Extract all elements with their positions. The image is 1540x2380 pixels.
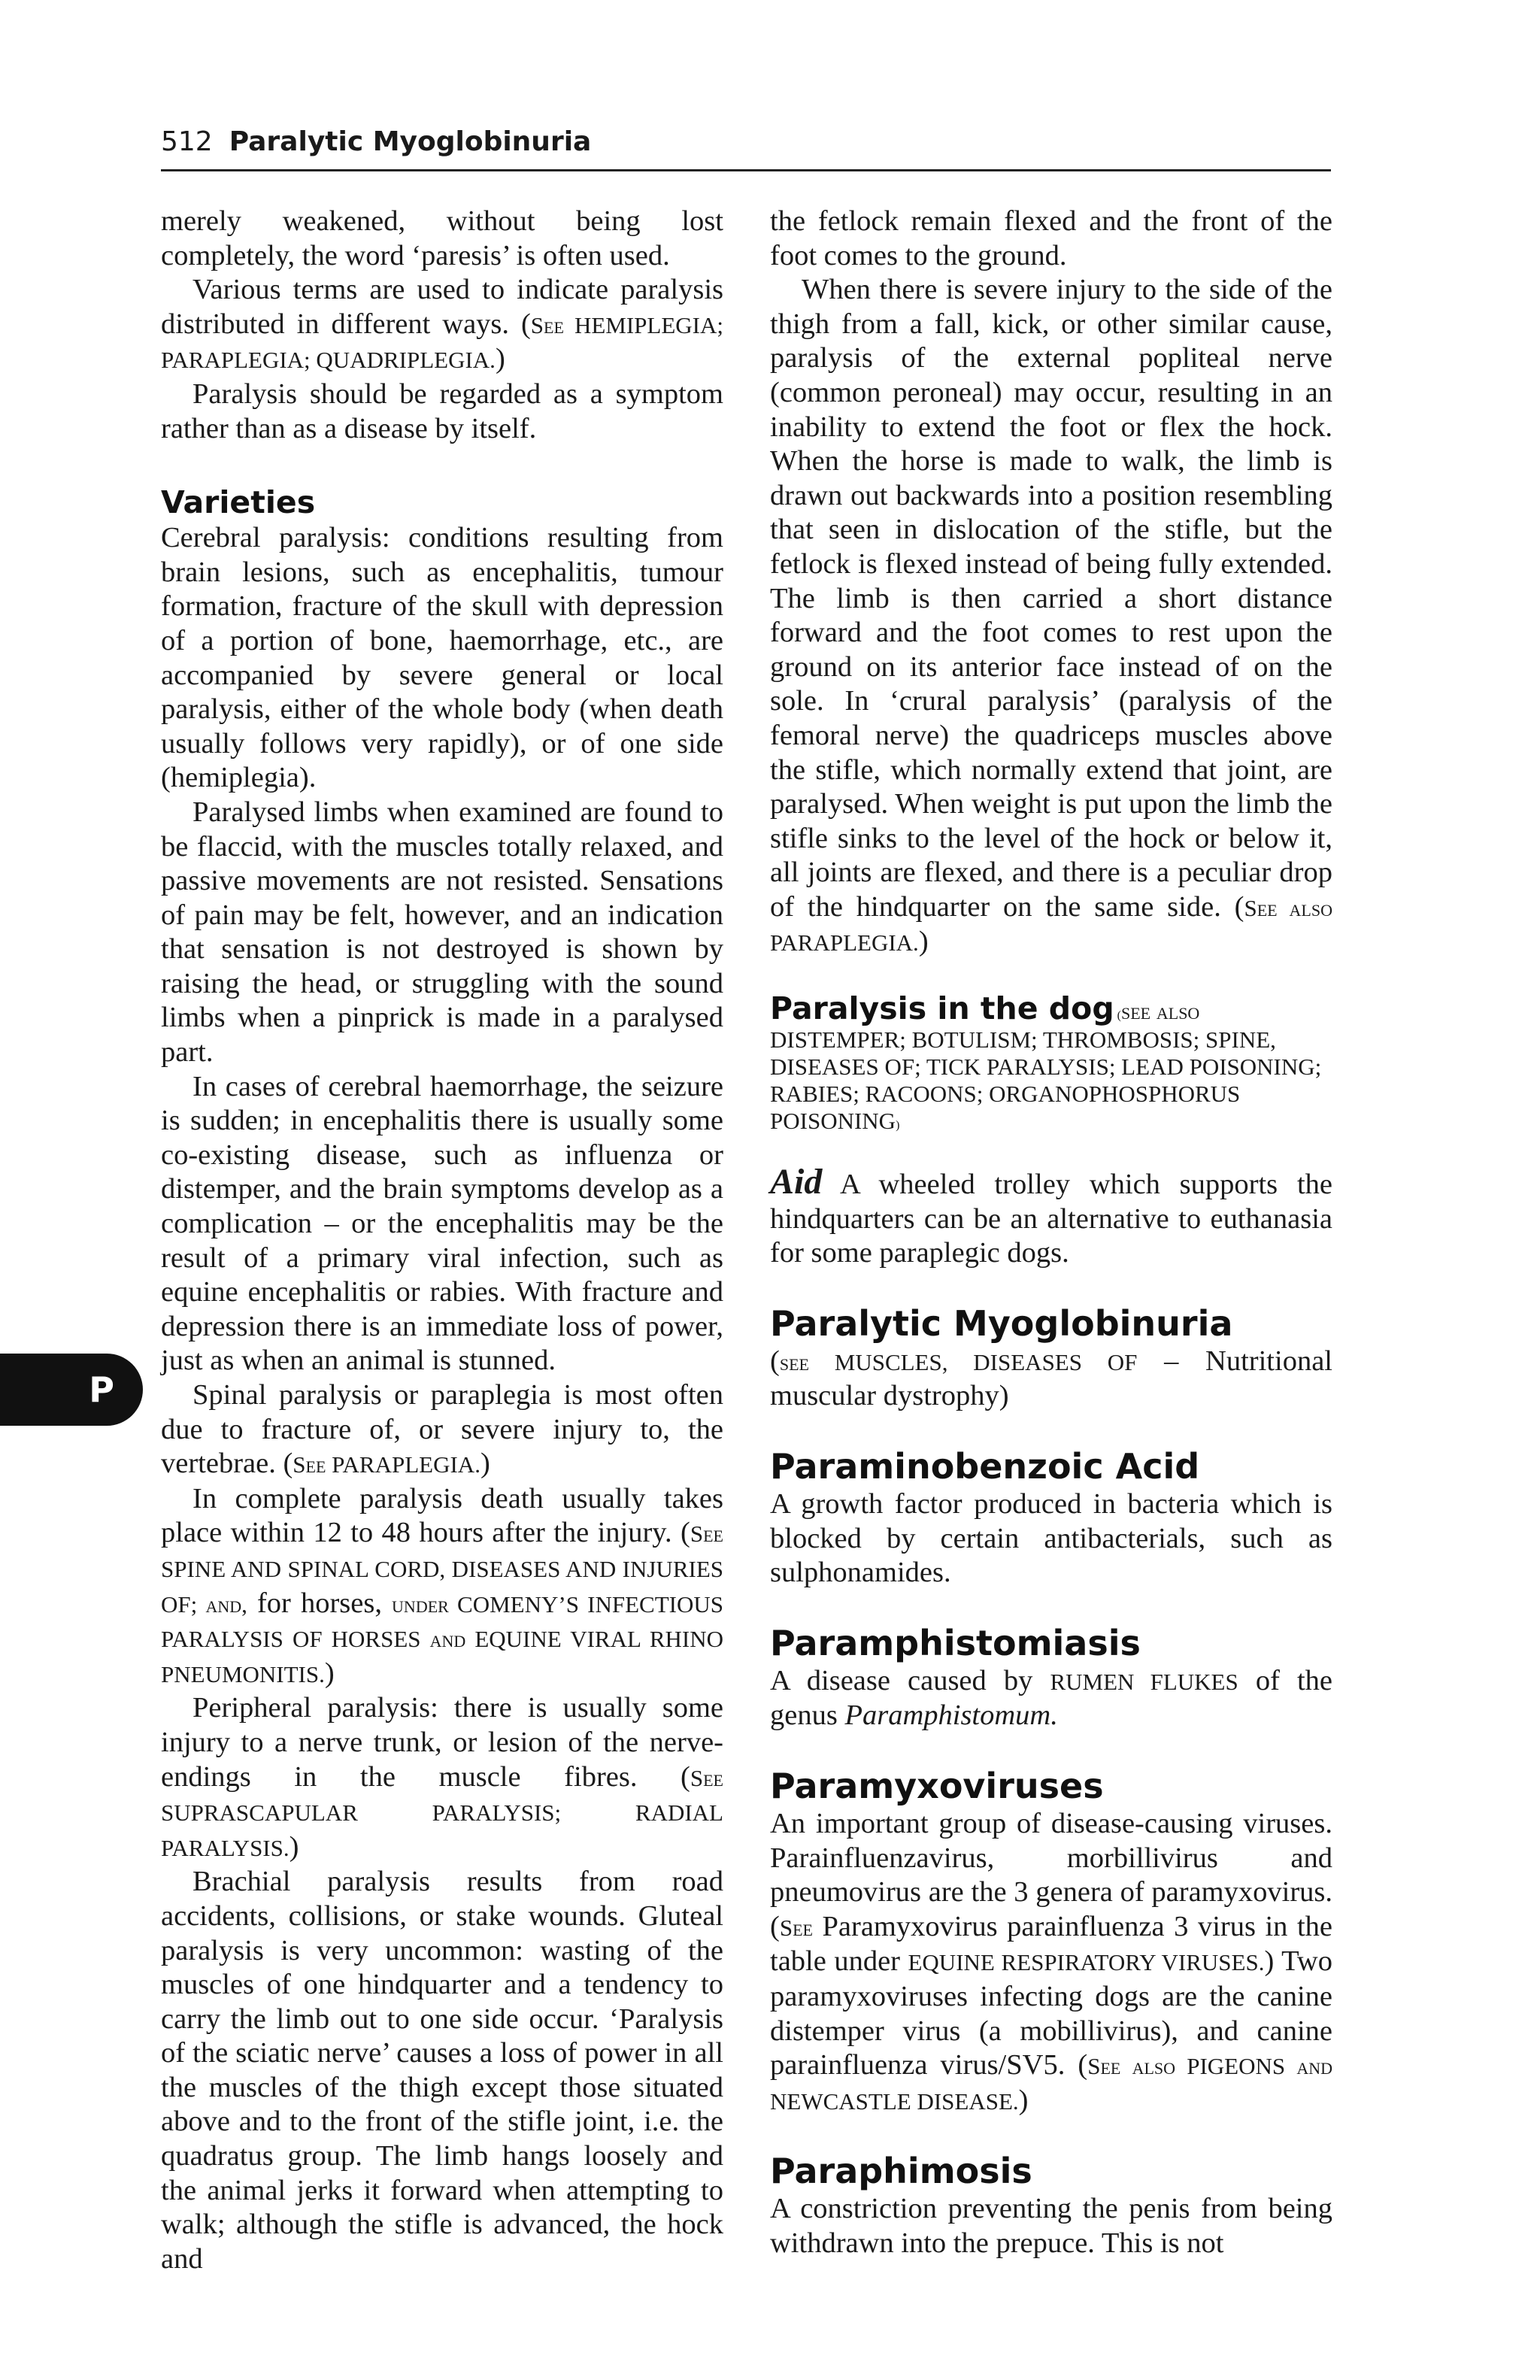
paragraph: Brachial paralysis results from road accidents, collisions, or stake wounds. Gluteal paralysis is very uncommon: wasting of the muscles of one hindquarter and a tendency to carry the limb out to one side occur. ‘Paralysis of the sciatic nerve’ causes a loss of power in all the muscles of the thigh except those situated above and to the front of the stifle joint, i.e. the quadratus group. The limb hangs loosely and the animal jerks it forward when attempting to walk; although the stifle is advanced, the hock and xyxy=(161,1866,723,2275)
entry-heading-paraminobenzoic-acid: Paraminobenzoic Acid xyxy=(770,1446,1200,1487)
cross-reference: See also PARAPLEGIA. xyxy=(770,894,1332,957)
running-head xyxy=(161,126,1331,171)
paragraph: Spinal paralysis or paraplegia is most often due to fracture of, or severe injury to, the vertebrae. (See PARAPLEGIA.) xyxy=(161,1379,723,1480)
cross-reference: See PARAPLEGIA. xyxy=(293,1451,480,1478)
entry-heading-paramyxoviruses: Paramyxoviruses xyxy=(770,1766,1104,1806)
entry-body: A disease caused by RUMEN FLUKES of the genus Paramphistomum. xyxy=(770,1664,1333,1732)
cross-reference: See SUPRASCAPULAR PARALYSIS; RADIAL PARALYSIS. xyxy=(161,1764,723,1861)
left-column xyxy=(161,205,723,2276)
thumb-tab-letter: P xyxy=(89,1369,114,1410)
cross-reference: RUMEN FLUKES xyxy=(1050,1668,1238,1695)
cross-reference: under COMENY’S INFECTIOUS PARALYSIS OF HORSES and EQUINE VIRAL RHINO PNEUMONITIS. xyxy=(161,1590,723,1687)
page-number: 512 xyxy=(161,126,213,157)
entry-body: A constriction preventing the penis from being withdrawn into the prepuce. This is not xyxy=(770,2193,1332,2259)
aid-paragraph: Aid A wheeled trolley which supports the hindquarters can be an alternative to euthanasia for some paraplegic dogs. xyxy=(770,1162,1332,1269)
cross-reference: see also DISTEMPER; BOTULISM; THROMBOSIS; SPINE, DISEASES OF; TICK PARALYSIS; LEAD POISONING; RABIES; RACOONS; ORGANOPHOSPHORUS POISONING xyxy=(770,998,1322,1135)
entry-heading-paralytic-myoglobinuria: Paralytic Myoglobinuria xyxy=(770,1302,1233,1344)
entry-body: (see MUSCLES, DISEASES OF – Nutritional muscular dystrophy) xyxy=(770,1345,1332,1412)
entry-body: A growth factor produced in bacteria which is blocked by certain antibacterials, such as sulphonamides. xyxy=(770,1488,1332,1589)
cross-reference: see MUSCLES, DISEASES OF xyxy=(779,1348,1138,1375)
entry-heading-paramphistomiasis: Paramphistomiasis xyxy=(770,1622,1141,1663)
entry-heading-paraphimosis: Paraphimosis xyxy=(770,2151,1032,2192)
paragraph: the fetlock remain flexed and the front of the foot comes to the ground. xyxy=(770,205,1332,271)
paragraph: Paralysed limbs when examined are found to be flaccid, with the muscles totally relaxed, and passive movements are not resisted. Sensations of pain may be felt, however, and an indication that sensation is not destroyed is shown by raising the head, or struggling with the sound limbs when a pinprick is made in a paralysed part. xyxy=(161,796,723,1069)
paragraph: In complete paralysis death usually takes place within 12 to 48 hours after the injury. (See SPINE AND SPINAL CORD, DISEASES AND INJURIES OF; and, for horses, under COMENY’S INFECTIOUS PARALYSIS OF HORSES and EQUINE VIRAL RHINO PNEUMONITIS.) xyxy=(161,1482,723,1689)
section-heading-varieties: Varieties xyxy=(161,484,316,521)
cross-reference: See HEMIPLEGIA; PARAPLEGIA; QUADRIPLEGIA. xyxy=(161,311,723,374)
aid-label: Aid xyxy=(770,1162,823,1202)
paragraph: Cerebral paralysis: conditions resulting from brain lesions, such as encephalitis, tumour formation, fracture of the skull with depression of a portion of bone, haemorrhage, etc., are accompanied by severe general or local paralysis, either of the whole body (when death usually follows very rapidly), or of one side (hemiplegia). xyxy=(161,522,723,794)
running-title: Paralytic Myoglobinuria xyxy=(229,126,592,157)
paragraph: Various terms are used to indicate paralysis distributed in different ways. (See HEMIPLEGIA; PARAPLEGIA; QUADRIPLEGIA.) xyxy=(161,274,723,375)
right-column: the fetlock remain flexed and the front of the foot comes to the ground. When there is severe injury to the side of the thigh from a fall, kick, or other similar cause, paralysis of the external popliteal nerve (common peroneal) may occur, resulting in an inability to extend the foot or flex the hock. When the horse is made to walk, the limb is drawn out backwards into a position resembling that seen in dislocation of the stifle, but the fetlock is flexed instead of being fully extended. The limb is then carried a short distance forward and the foot comes to rest upon the ground on its anterior face instead of on the sole. In ‘crural paralysis’ (paralysis of the femoral nerve) the quadriceps muscles above the stifle, which normally extend that joint, are paralysed. When weight is put upon the limb the stifle sinks to the level of the hock or below it, all joints are flexed, and there is a peculiar drop of the hindquarter on the same side. (See also PARAPLEGIA.) Paralysis in the dog (see also DISTEMPER; BOTULISM; THROMBOSIS; SPINE, DISEASES OF; TICK PARALYSIS; LEAD POISONING; RABIES; RACOONS; ORGANOPHOSPHORUS POISONING) Aid A wheeled trolley which supports the hindquarters can be an alternative to euthanasia for some paraplegic dogs. Paralytic Myoglobinuria (see MUSCLES, DISEASES OF – Nutritional muscular dystrophy) Paraminobenzoic Acid A growth factor produced in bacteria which is blocked by certain antibacterials, such as sulphonamides. Paramphistomiasis A disease caused by RUMEN FLUKES of the genus Paramphistomum. Paramyxoviruses An important group of disease-causing viruses. Parainfluenzavirus, morbillivirus and pneumovirus are the 3 genera of paramyxovirus. (See Paramyxovirus parainfluenza 3 virus in the table under EQUINE RESPIRATORY VIRUSES.) Two paramyxoviruses infecting dogs are the canine distemper virus (a mobillivirus), and canine parainfluenza virus/SV5. (See also PIGEONS and NEWCASTLE DISEASE.) Paraphimosis A constriction preventing the penis from being withdrawn into the prepuce. This is not xyxy=(770,205,1332,2261)
paragraph: In cases of cerebral haemorrhage, the seizure is sudden; in encephalitis there is usually some co-existing disease, such as influenza or distemper, and the brain symptoms develop as a complication – or the encephalitis may be the result of a primary viral infection, such as equine encephalitis or rabies. With fracture and depression there is an immediate loss of power, just as when an animal is stunned. xyxy=(161,1070,723,1377)
section-heading-paralysis-in-the-dog: Paralysis in the dog xyxy=(770,990,1114,1027)
entry-body: An important group of disease-causing viruses. Parainfluenzavirus, morbillivirus and pneumovirus are the 3 genera of paramyxovirus. (See Paramyxovirus parainfluenza 3 virus in the table under EQUINE RESPIRATORY VIRUSES.) Two paramyxoviruses infecting dogs are the canine distemper virus (a mobillivirus), and canine parainfluenza virus/SV5. (See also PIGEONS and NEWCASTLE DISEASE.) xyxy=(770,1808,1332,2116)
paragraph: When there is severe injury to the side of the thigh from a fall, kick, or other similar cause, paralysis of the external popliteal nerve (common peroneal) may occur, resulting in an inability to extend the foot or flex the hock. When the horse is made to walk, the limb is drawn out backwards into a position resembling that seen in dislocation of the stifle, but the fetlock is flexed instead of being fully extended. The limb is then carried a short distance forward and the foot comes to rest upon the ground on its anterior face instead of on the sole. In ‘crural paralysis’ (paralysis of the femoral nerve) the quadriceps muscles above the stifle, which normally extend that joint, are paralysed. When weight is put upon the limb the stifle sinks to the level of the hock or below it, all joints are flexed, and there is a peculiar drop of the hindquarter on the same side. (See also PARAPLEGIA.) xyxy=(770,274,1332,958)
paragraph: Peripheral paralysis: there is usually some injury to a nerve trunk, or lesion of the nerve-endings in the muscle fibres. (See SUPRASCAPULAR PARALYSIS; RADIAL PARALYSIS.) xyxy=(161,1692,723,1863)
cross-reference: See also PIGEONS and NEWCASTLE DISEASE. xyxy=(770,2053,1332,2115)
cross-reference: EQUINE RESPIRATORY VIRUSES. xyxy=(908,1949,1265,1976)
genus-name: Paramphistomum. xyxy=(844,1699,1058,1732)
thumb-index-tab xyxy=(0,1354,143,1426)
cross-reference: See SPINE AND SPINAL CORD, DISEASES AND INJURIES OF; and, xyxy=(161,1520,723,1617)
paragraph: Paralysis should be regarded as a symptom rather than as a disease by itself. xyxy=(161,377,723,444)
paragraph: merely weakened, without being lost completely, the word ‘paresis’ is often used. xyxy=(161,205,723,271)
